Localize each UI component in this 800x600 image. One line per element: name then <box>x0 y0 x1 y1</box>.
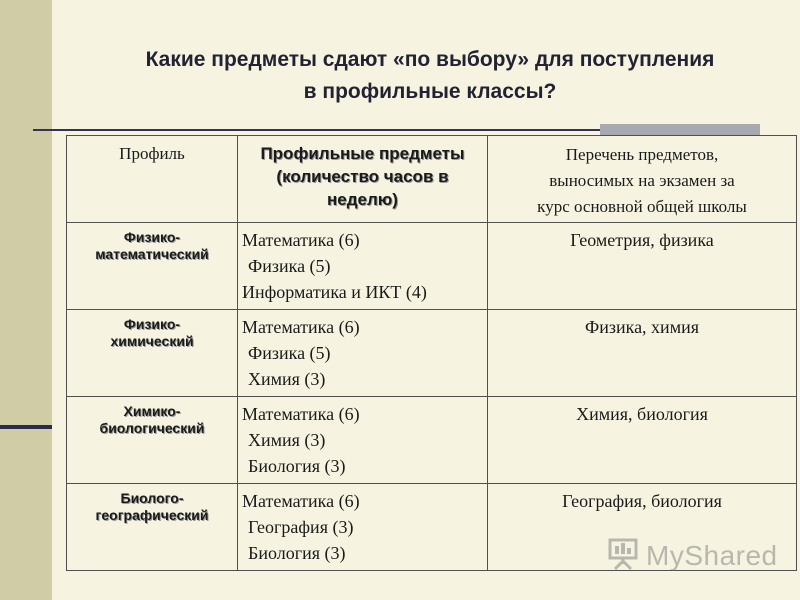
header-exam <box>488 136 797 223</box>
header-exam-line: Перечень предметов, <box>565 145 719 164</box>
row-profile <box>67 484 238 571</box>
subject-item: Химия (3) <box>248 369 326 389</box>
table-header-row <box>67 136 797 223</box>
table-row <box>67 397 797 484</box>
subject-item: Математика (6) <box>242 317 360 337</box>
row-profile-line: математический <box>95 246 209 262</box>
row-profile-line: Физико- <box>123 229 181 245</box>
subject-item: Биология (3) <box>248 456 346 476</box>
row-subjects <box>238 223 488 310</box>
header-profile-text: Профиль <box>119 144 185 163</box>
row-profile-line: Биолого- <box>120 490 184 506</box>
header-exam-line: выносимых на экзамен за <box>549 171 735 190</box>
header-profile <box>67 136 238 223</box>
header-subjects-line: неделю) <box>327 190 398 209</box>
row-profile-line: Физико- <box>123 316 181 332</box>
header-subjects-line: Профильные предметы <box>260 144 465 163</box>
slide-title <box>60 44 800 108</box>
watermark-text: MyShared <box>646 540 778 571</box>
table-row <box>67 310 797 397</box>
subject-item: Химия (3) <box>248 430 326 450</box>
row-profile-line: Химико- <box>123 403 181 419</box>
header-exam-line: курс основной общей школы <box>537 197 747 216</box>
row-profile <box>67 223 238 310</box>
table-row <box>67 223 797 310</box>
slide-title-line2: в профильные классы? <box>303 80 557 103</box>
row-exam: Геометрия, физика <box>488 223 797 310</box>
row-profile-line: химический <box>110 333 194 349</box>
subject-item: Информатика и ИКТ (4) <box>242 282 427 302</box>
row-exam: Физика, химия <box>488 310 797 397</box>
row-subjects <box>238 484 488 571</box>
side-decor-line <box>0 425 52 429</box>
header-subjects <box>238 136 488 223</box>
presentation-board-icon <box>606 537 640 576</box>
subject-item: Биология (3) <box>248 543 346 563</box>
watermark <box>606 536 776 576</box>
subject-item: Физика (5) <box>248 343 331 363</box>
slide-title-line1: Какие предметы сдают «по выбору» для поступления <box>145 48 715 71</box>
subject-item: Математика (6) <box>242 404 360 424</box>
header-subjects-line: (количество часов в <box>276 167 449 186</box>
subject-item: География (3) <box>248 517 354 537</box>
profiles-table <box>66 135 797 571</box>
row-profile <box>67 397 238 484</box>
row-exam: География, биология <box>488 484 797 571</box>
row-profile <box>67 310 238 397</box>
subject-item: Математика (6) <box>242 491 360 511</box>
row-subjects <box>238 310 488 397</box>
row-profile-line: географический <box>95 507 209 523</box>
row-subjects <box>238 397 488 484</box>
row-exam: Химия, биология <box>488 397 797 484</box>
subject-item: Физика (5) <box>248 256 331 276</box>
row-profile-line: биологический <box>99 420 205 436</box>
side-decor-bar <box>0 0 52 600</box>
subject-item: Математика (6) <box>242 230 360 250</box>
